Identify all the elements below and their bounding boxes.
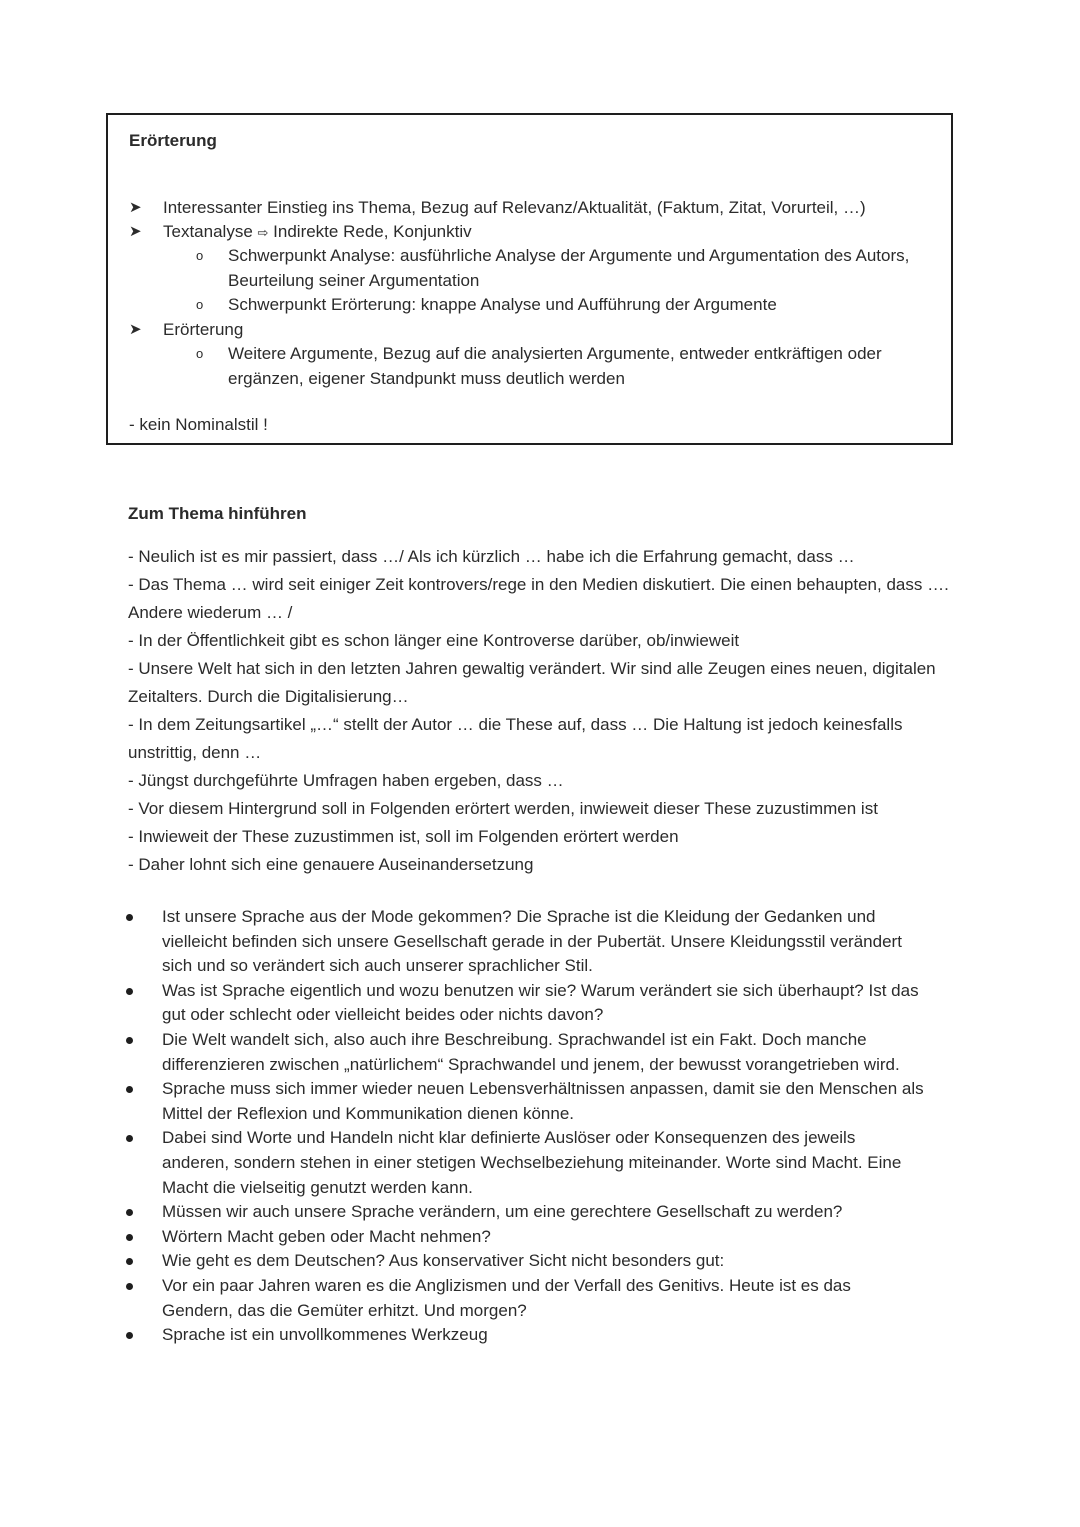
- phrase-item: - Jüngst durchgeführte Umfragen haben ergeben, dass …: [128, 771, 564, 790]
- bullet-text: Sprache muss sich immer wieder neuen Lebensverhältnissen anpassen, damit sie den Menschen als Mittel der Reflexion und Kommunikation dienen könne.: [162, 1079, 924, 1123]
- phrase-item: - Daher lohnt sich eine genauere Auseinandersetzung: [128, 855, 534, 874]
- bullet-item: [126, 1077, 926, 1126]
- list-item-text-after: Indirekte Rede, Konjunktiv: [273, 222, 472, 241]
- bullet-item: [126, 1200, 926, 1225]
- bullet-dot-icon: [126, 1234, 133, 1241]
- bullet-item: [126, 1126, 926, 1200]
- bullet-list: [126, 905, 926, 1348]
- bullet-dot-icon: [126, 1086, 133, 1093]
- sub-list-item-text: Schwerpunkt Analyse: ausführliche Analyse der Argumente und Argumentation des Autors, Beurteilung seiner Argumentation: [228, 246, 910, 290]
- arrow-bullet-icon: ➤: [129, 223, 142, 240]
- circle-bullet-icon: o: [196, 297, 204, 312]
- bullet-dot-icon: [126, 1037, 133, 1044]
- bullet-dot-icon: [126, 988, 133, 995]
- circle-bullet-icon: o: [196, 346, 204, 361]
- phrase-item: - Inwieweit der These zuzustimmen ist, soll im Folgenden erörtert werden: [128, 827, 679, 846]
- box-note: - kein Nominalstil !: [129, 415, 268, 434]
- sub-list-item-text: Weitere Argumente, Bezug auf die analysierten Argumente, entweder entkräftigen oder ergänzen, eigener Standpunkt muss deutlich werden: [228, 344, 882, 388]
- box-title: Erörterung: [129, 131, 217, 150]
- bullet-text: Wörtern Macht geben oder Macht nehmen?: [162, 1226, 491, 1246]
- bullet-item: [126, 1028, 926, 1077]
- bullet-item: [126, 1225, 926, 1250]
- list-item-text: [163, 220, 472, 246]
- sub-list-item-text: Schwerpunkt Erörterung: knappe Analyse und Aufführung der Argumente: [228, 295, 777, 314]
- bullet-text: Dabei sind Worte und Handeln nicht klar definierte Auslöser oder Konsequenzen des jeweils anderen, sondern stehen in einer stetigen Wechselbeziehung miteinander. Worte sind Macht. Eine Macht die vielseitig genutzt werden kann.: [162, 1128, 902, 1197]
- bullet-item: [126, 1249, 926, 1274]
- phrase-item: - In der Öffentlichkeit gibt es schon länger eine Kontroverse darüber, ob/inwieweit: [128, 631, 740, 650]
- bullet-text: Ist unsere Sprache aus der Mode gekommen? Die Sprache ist die Kleidung der Gedanken und vielleicht befinden sich unsere Gesellschaft gerade in der Pubertät. Unsere Kleidungsstil verändert sich und so verändert sich auch unserer sprachlicher Stil.: [162, 907, 902, 976]
- summary-box: [106, 113, 953, 445]
- phrase-list: [128, 543, 958, 879]
- bullet-dot-icon: [126, 914, 133, 921]
- bullet-item: [126, 905, 926, 979]
- arrow-bullet-icon: ➤: [129, 199, 142, 216]
- section-title: Zum Thema hinführen: [128, 504, 307, 523]
- bullet-text: Müssen wir auch unsere Sprache verändern, um eine gerechtere Gesellschaft zu werden?: [162, 1202, 843, 1222]
- bullet-text: Was ist Sprache eigentlich und wozu benutzen wir sie? Warum verändert sie sich überhaupt? Ist das gut oder schlecht oder vielleicht beides oder nichts davon?: [162, 980, 919, 1025]
- phrase-item: - Vor diesem Hintergrund soll in Folgenden erörtert werden, inwieweit dieser These zuzustimmen ist: [128, 799, 878, 818]
- bullet-text: Sprache ist ein unvollkommenes Werkzeug: [162, 1325, 488, 1345]
- list-item-text: Interessanter Einstieg ins Thema, Bezug auf Relevanz/Aktualität, (Faktum, Zitat, Vorurteil, …): [163, 198, 866, 217]
- bullet-text: Vor ein paar Jahren waren es die Anglizismen und der Verfall des Genitivs. Heute ist es das Gendern, das die Gemüter erhitzt. Und morgen?: [162, 1275, 851, 1320]
- bullet-dot-icon: [126, 1283, 133, 1290]
- bullet-text: Die Welt wandelt sich, also auch ihre Beschreibung. Sprachwandel ist ein Fakt. Doch manche differenzieren zwischen „natürlichem“ Sprachwandel und jenem, der bewusst vorangetrieben wird.: [162, 1029, 900, 1074]
- bullet-item: [126, 1274, 926, 1323]
- bullet-text: Wie geht es dem Deutschen? Aus konservativer Sicht nicht besonders gut:: [162, 1251, 725, 1271]
- phrase-item: - Das Thema … wird seit einiger Zeit kontrovers/rege in den Medien diskutiert. Die einen behaupten, dass …. Andere wiederum … /: [128, 575, 949, 622]
- bullet-dot-icon: [126, 1135, 133, 1142]
- circle-bullet-icon: o: [196, 248, 204, 263]
- list-item-text: Erörterung: [163, 320, 244, 339]
- arrow-bullet-icon: ➤: [129, 321, 142, 338]
- bullet-dot-icon: [126, 1258, 133, 1265]
- phrase-item: - Neulich ist es mir passiert, dass …/ Als ich kürzlich … habe ich die Erfahrung gemacht, dass …: [128, 547, 855, 566]
- right-arrow-icon: ⇨: [257, 225, 269, 240]
- bullet-dot-icon: [126, 1209, 133, 1216]
- bullet-item: [126, 979, 926, 1028]
- phrase-item: - Unsere Welt hat sich in den letzten Jahren gewaltig verändert. Wir sind alle Zeugen eines neuen, digitalen Zeitalters. Durch die Digitalisierung…: [128, 659, 936, 706]
- list-item-text-before: Textanalyse: [163, 222, 253, 241]
- bullet-dot-icon: [126, 1332, 133, 1339]
- phrase-item: - In dem Zeitungsartikel „…“ stellt der Autor … die These auf, dass … Die Haltung ist jedoch keinesfalls unstrittig, denn …: [128, 715, 903, 762]
- bullet-item: [126, 1323, 926, 1348]
